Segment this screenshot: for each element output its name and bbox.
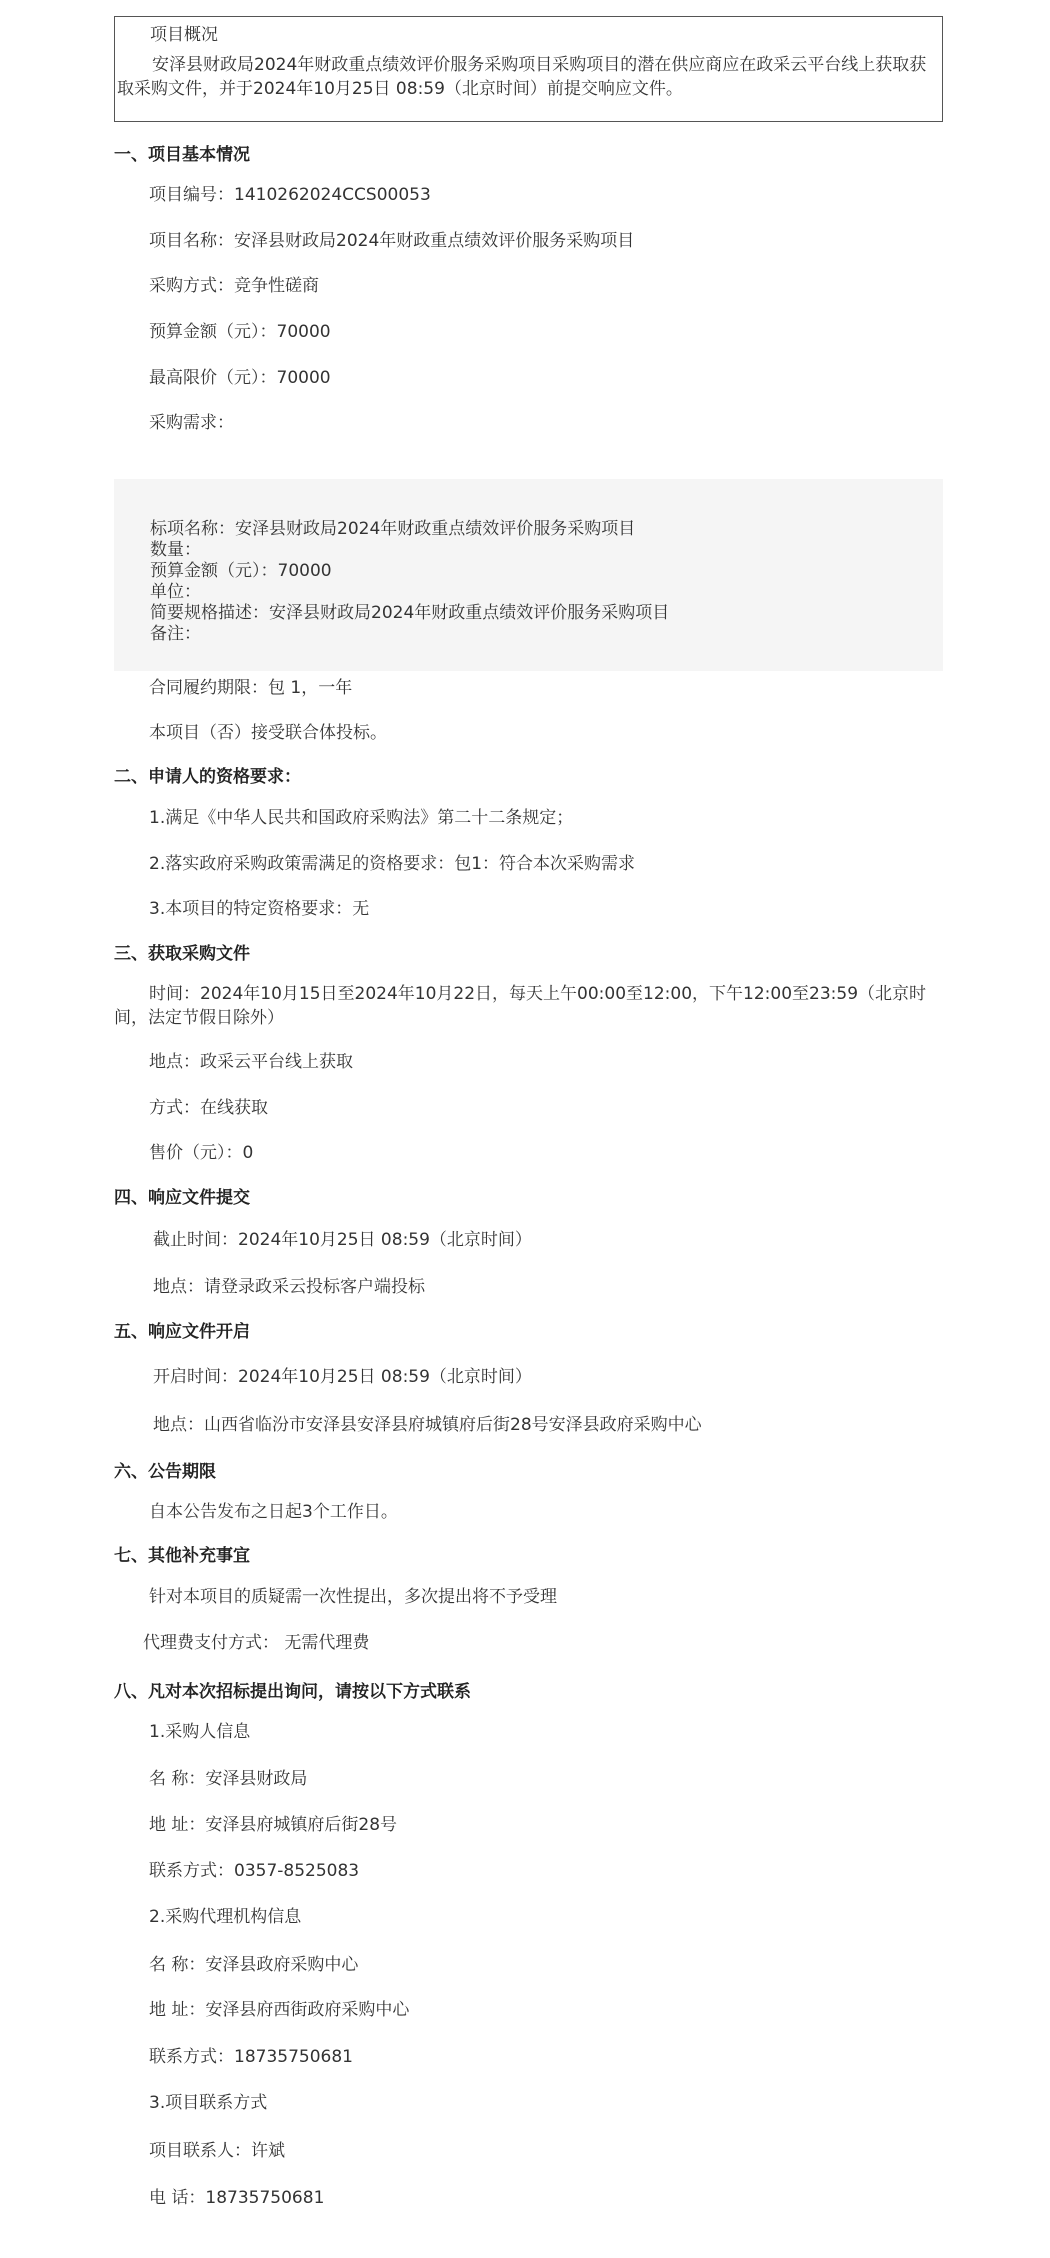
project-name: 项目名称：安泽县财政局2024年财政重点绩效评价服务采购项目 [149, 231, 635, 251]
overview-title: 项目概况 [150, 25, 218, 45]
acquire-way: 方式：在线获取 [149, 1098, 268, 1118]
agency-title: 2.采购代理机构信息 [149, 1907, 302, 1927]
project-contact-person: 项目联系人：许斌 [149, 2141, 285, 2161]
opening-time: 开启时间：2024年10月25日 08:59（北京时间） [153, 1367, 532, 1387]
submission-place: 地点：请登录政采云投标客户端投标 [153, 1277, 425, 1297]
submission-deadline: 截止时间：2024年10月25日 08:59（北京时间） [153, 1230, 532, 1250]
max-price: 最高限价（元）：70000 [149, 368, 331, 388]
section-6-heading: 六、公告期限 [114, 1462, 216, 1482]
agency-contact: 联系方式：18735750681 [149, 2047, 353, 2067]
lot-name: 标项名称：安泽县财政局2024年财政重点绩效评价服务采购项目 [150, 519, 636, 539]
qualification-item: 1.满足《中华人民共和国政府采购法》第二十二条规定； [149, 808, 574, 828]
agency-address: 地 址：安泽县府西街政府采购中心 [149, 2000, 410, 2020]
budget-amount: 预算金额（元）：70000 [149, 322, 331, 342]
procurement-demand-label: 采购需求： [149, 413, 234, 433]
buyer-address: 地 址：安泽县府城镇府后街28号 [149, 1815, 398, 1835]
lot-quantity: 数量： [150, 540, 201, 560]
qualification-item: 2.落实政府采购政策需满足的资格要求：包1：符合本次采购需求 [149, 854, 636, 874]
agency-name: 名 称：安泽县政府采购中心 [149, 1955, 359, 1975]
document-price: 售价（元）：0 [149, 1143, 254, 1163]
qualification-item: 3.本项目的特定资格要求：无 [149, 899, 370, 919]
overview-text: 安泽县财政局2024年财政重点绩效评价服务采购项目采购项目的潜在供应商应在政采云平台线上获取获取采购文件，并于2024年10月25日 08:59（北京时间）前提交响应文件。 [117, 55, 927, 99]
section-7-heading: 七、其他补充事宜 [114, 1546, 250, 1566]
section-8-heading: 八、凡对本次招标提出询问，请按以下方式联系 [114, 1682, 471, 1702]
acquire-time: 时间：2024年10月15日至2024年10月22日，每天上午00:00至12:00，下午12:00至23:59（北京时间，法定节假日除外） [114, 984, 927, 1028]
lot-remark: 备注： [150, 624, 201, 644]
project-contact-title: 3.项目联系方式 [149, 2093, 268, 2113]
notice-period: 自本公告发布之日起3个工作日。 [149, 1502, 398, 1522]
buyer-contact: 联系方式：0357-8525083 [149, 1861, 360, 1881]
section-3-heading: 三、获取采购文件 [114, 944, 250, 964]
supplement-text: 针对本项目的质疑需一次性提出，多次提出将不予受理 [149, 1587, 557, 1607]
lot-spec: 简要规格描述：安泽县财政局2024年财政重点绩效评价服务采购项目 [150, 603, 670, 623]
section-5-heading: 五、响应文件开启 [114, 1322, 250, 1342]
buyer-title: 1.采购人信息 [149, 1722, 251, 1742]
section-1-heading: 一、项目基本情况 [114, 145, 250, 165]
contract-period: 合同履约期限：包 1，一年 [149, 678, 353, 698]
lot-unit: 单位： [150, 582, 201, 602]
agency-fee: 代理费支付方式： 无需代理费 [143, 1633, 370, 1653]
project-contact-phone: 电 话：18735750681 [149, 2188, 325, 2208]
consortium-note: 本项目（否）接受联合体投标。 [149, 723, 387, 743]
buyer-name: 名 称：安泽县财政局 [149, 1769, 308, 1789]
lot-budget: 预算金额（元）：70000 [150, 561, 332, 581]
overview-box [114, 16, 943, 122]
section-4-heading: 四、响应文件提交 [114, 1188, 250, 1208]
project-number: 项目编号：1410262024CCS00053 [149, 185, 431, 205]
lot-info-box [114, 479, 943, 671]
opening-place: 地点：山西省临汾市安泽县安泽县府城镇府后街28号安泽县政府采购中心 [153, 1415, 702, 1435]
procurement-method: 采购方式：竞争性磋商 [149, 276, 319, 296]
section-2-heading: 二、申请人的资格要求： [114, 767, 301, 787]
acquire-place: 地点：政采云平台线上获取 [149, 1052, 353, 1072]
